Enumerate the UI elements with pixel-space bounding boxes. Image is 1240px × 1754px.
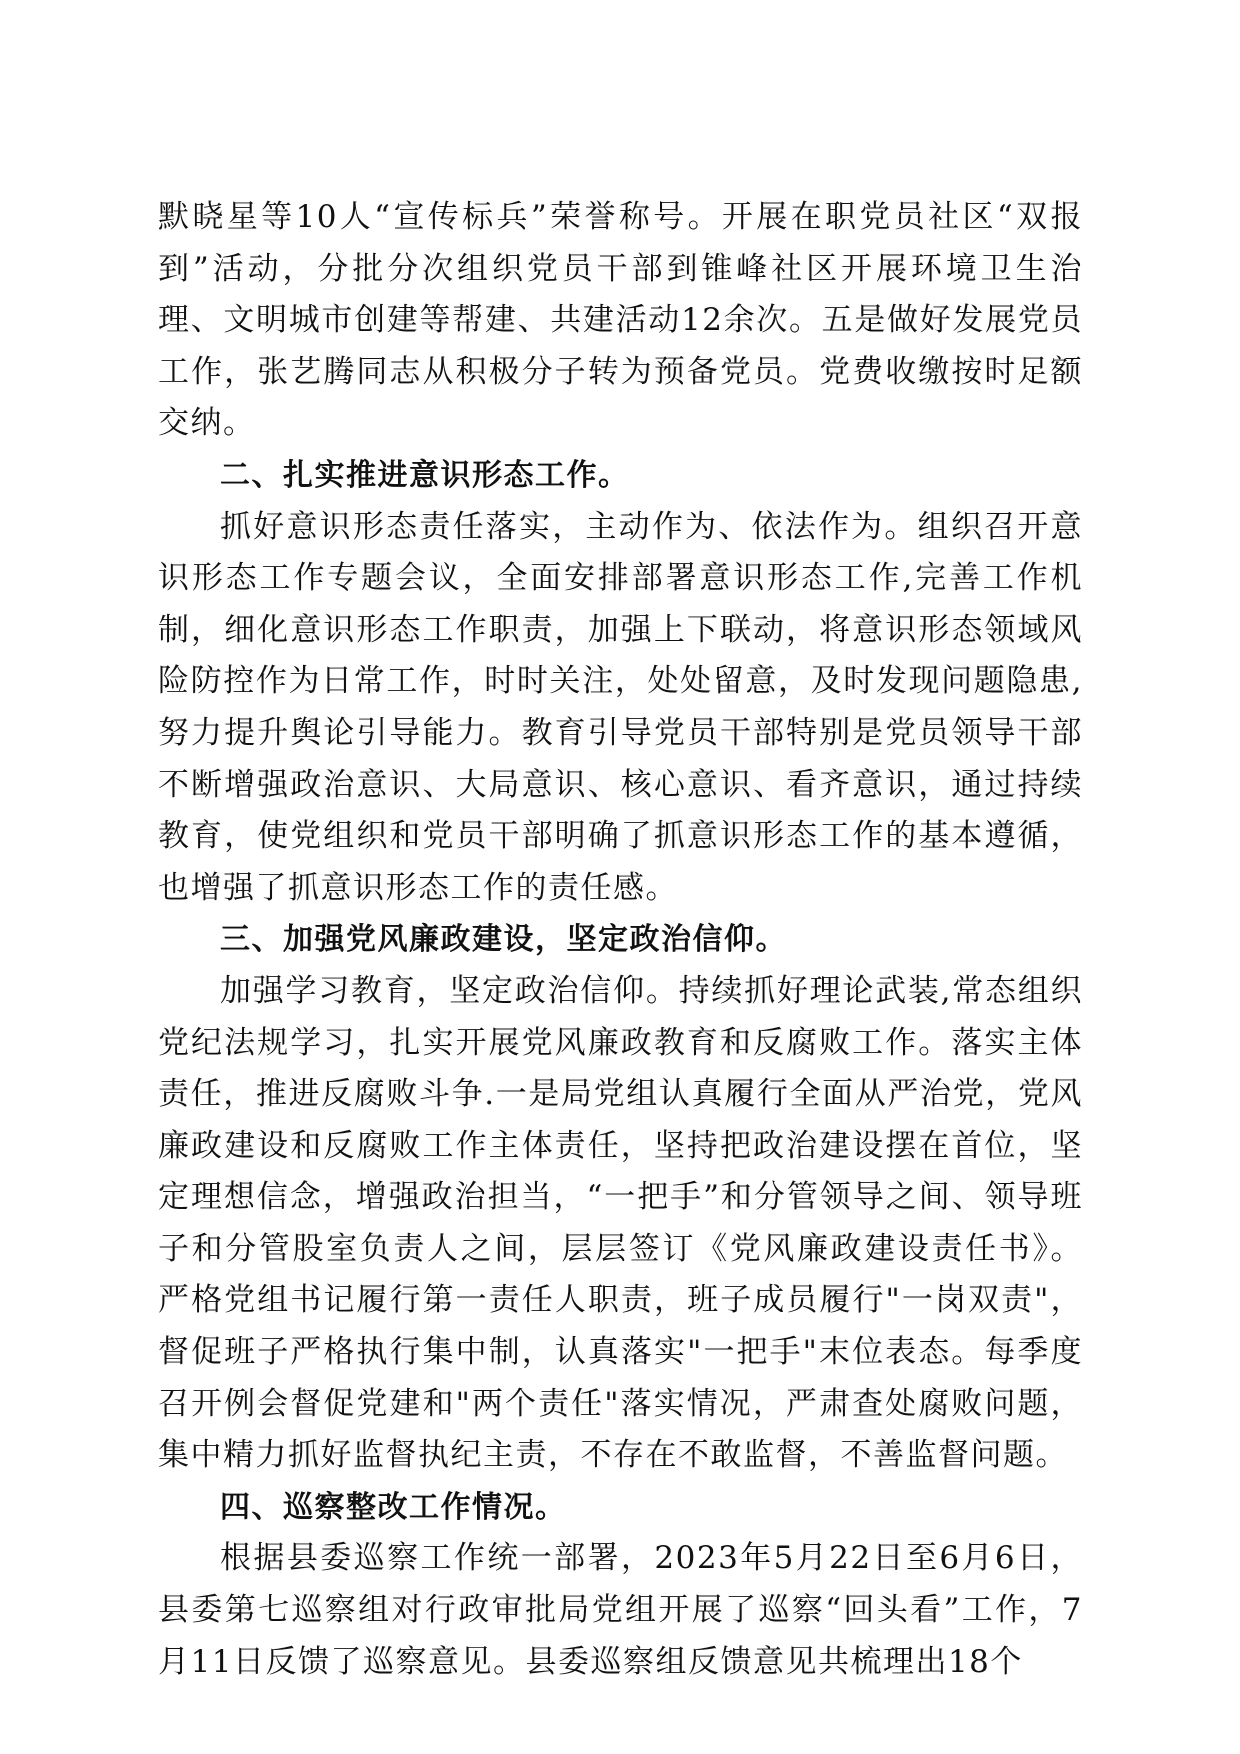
section-heading-ideology: 二、扎实推进意识形态工作。 — [220, 457, 630, 493]
document-body — [158, 192, 1083, 1688]
section-heading-integrity: 三、加强党风廉政建设，坚定政治信仰。 — [220, 922, 787, 958]
paragraph-inspection: 根据县委巡察工作统一部署，2023年5月22日至6月6日，县委第七巡察组对行政审批局党组开展了巡察“回头看”工作，7月11日反馈了巡察意见。县委巡察组反馈意见共梳理出18个 — [158, 1540, 1083, 1680]
section-heading-inspection: 四、巡察整改工作情况。 — [220, 1489, 567, 1525]
paragraph-continuation: 默晓星等10人“宣传标兵”荣誉称号。开展在职党员社区“双报到”活动，分批分次组织党员干部到锥峰社区开展环境卫生治理、文明城市创建等帮建、共建活动12余次。五是做好发展党员工作，张艺腾同志从积极分子转为预备党员。党费收缴按时足额交纳。 — [158, 199, 1083, 442]
paragraph-integrity: 加强学习教育，坚定政治信仰。持续抓好理论武装,常态组织党纪法规学习，扎实开展党风廉政教育和反腐败工作。落实主体责任，推进反腐败斗争.一是局党组认真履行全面从严治党，党风廉政建设和反腐败工作主体责任，坚持把政治建设摆在首位，坚定理想信念，增强政治担当，“一把手”和分管领导之间、领导班子和分管股室负责人之间，层层签订《党风廉政建设责任书》。严格党组书记履行第一责任人职责，班子成员履行"一岗双责"，督促班子严格执行集中制，认真落实"一把手"末位表态。每季度召开例会督促党建和"两个责任"落实情况，严肃查处腐败问题，集中精力抓好监督执纪主责，不存在不敢监督，不善监督问题。 — [158, 972, 1083, 1474]
paragraph-ideology: 抓好意识形态责任落实，主动作为、依法作为。组织召开意识形态工作专题会议，全面安排部署意识形态工作,完善工作机制，细化意识形态工作职责，加强上下联动，将意识形态领域风险防控作为日常工作，时时关注，处处留意，及时发现问题隐患,努力提升舆论引导能力。教育引导党员干部特别是党员领导干部不断增强政治意识、大局意识、核心意识、看齐意识，通过持续教育，使党组织和党员干部明确了抓意识形态工作的基本遵循，也增强了抓意识形态工作的责任感。 — [158, 508, 1083, 906]
